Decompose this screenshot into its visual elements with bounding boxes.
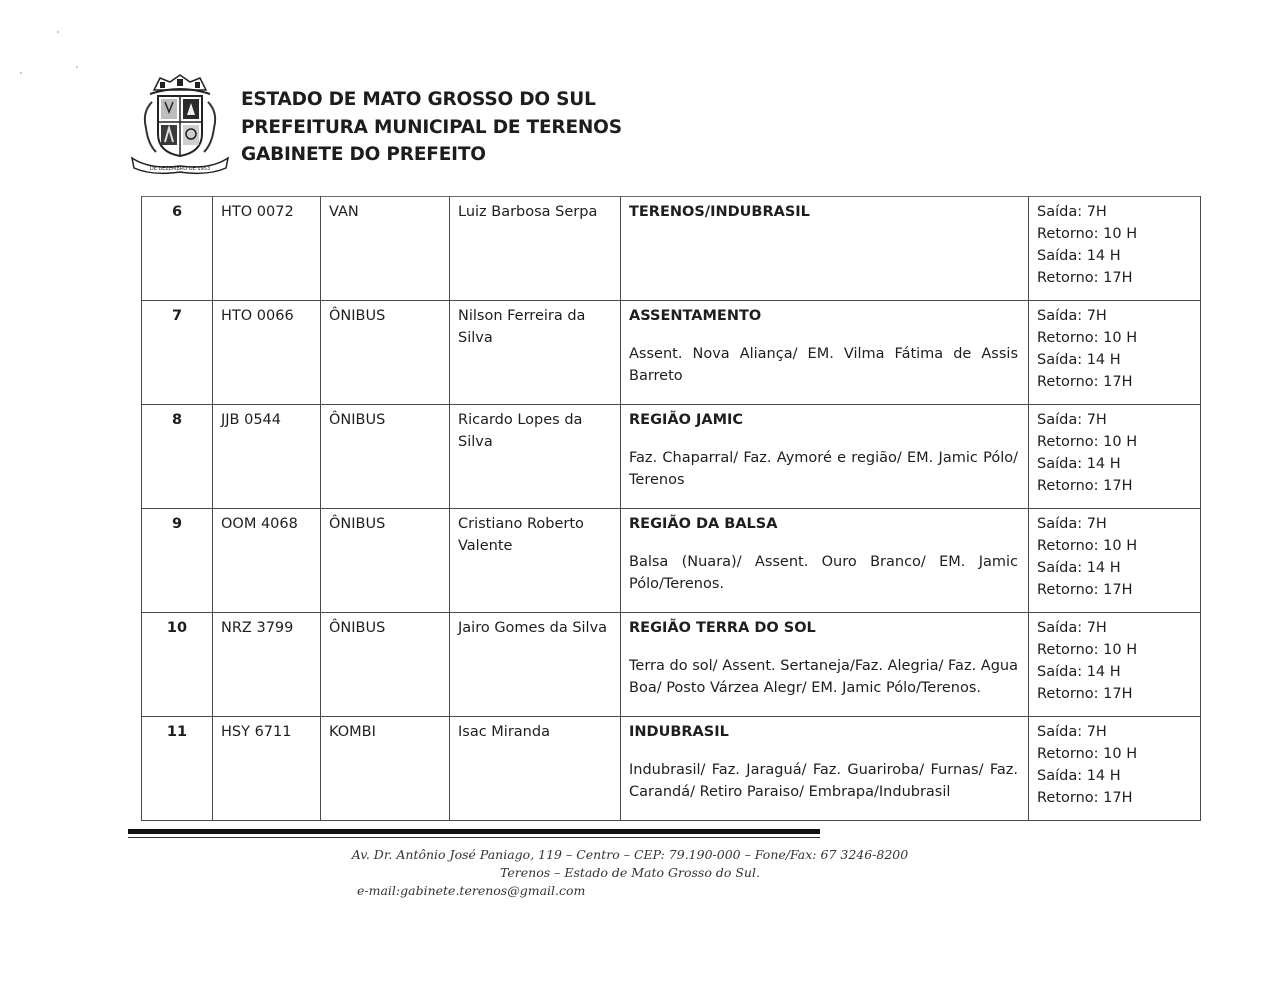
footer-address: Av. Dr. Antônio José Paniago, 119 – Centro – CEP: 79.190-000 – Fone/Fax: 67 3246-8200 xyxy=(351,847,909,862)
route-description: Balsa (Nuara)/ Assent. Ouro Branco/ EM. Jamic Pólo/Terenos. xyxy=(629,554,1018,592)
schedule-time: Retorno: 17H xyxy=(1037,790,1133,806)
schedule-cell xyxy=(1029,509,1201,613)
schedule-time: Retorno: 10 H xyxy=(1037,538,1138,554)
vehicle-plate: NRZ 3799 xyxy=(213,613,321,717)
route-cell xyxy=(621,197,1029,301)
route-cell xyxy=(621,717,1029,821)
route-title: REGIÃO DA BALSA xyxy=(629,516,778,532)
driver-name: Isac Miranda xyxy=(450,717,621,821)
schedule-time: Retorno: 17H xyxy=(1037,582,1133,598)
schedule-time: Saída: 14 H xyxy=(1037,248,1121,264)
schedule-time: Retorno: 17H xyxy=(1037,478,1133,494)
vehicle-type: KOMBI xyxy=(321,717,450,821)
schedule-time: Saída: 7H xyxy=(1037,412,1107,428)
schedule-time: Saída: 14 H xyxy=(1037,352,1121,368)
table-row xyxy=(142,301,1201,405)
route-number: 7 xyxy=(142,301,213,405)
table-row xyxy=(142,509,1201,613)
route-number: 9 xyxy=(142,509,213,613)
driver-name: Ricardo Lopes da Silva xyxy=(450,405,621,509)
schedule-time: Retorno: 10 H xyxy=(1037,226,1138,242)
municipality-name: PREFEITURA MUNICIPAL DE TERENOS xyxy=(241,116,622,138)
schedule-time: Retorno: 17H xyxy=(1037,270,1133,286)
footer-email[interactable]: e-mail:gabinete.terenos@gmail.com xyxy=(357,883,586,898)
vehicle-plate: HTO 0066 xyxy=(213,301,321,405)
state-name: ESTADO DE MATO GROSSO DO SUL xyxy=(241,89,596,110)
schedule-time: Retorno: 10 H xyxy=(1037,434,1138,450)
scan-speck xyxy=(20,72,22,74)
schedule-time: Saída: 14 H xyxy=(1037,456,1121,472)
vehicle-type: ÔNIBUS xyxy=(321,613,450,717)
schedule-time: Saída: 7H xyxy=(1037,308,1107,324)
schedule-cell xyxy=(1029,717,1201,821)
route-title: TERENOS/INDUBRASIL xyxy=(629,204,810,220)
vehicle-plate: JJB 0544 xyxy=(213,405,321,509)
schedule-time: Saída: 14 H xyxy=(1037,664,1121,680)
vehicle-plate: HTO 0072 xyxy=(213,197,321,301)
footer-city: Terenos – Estado de Mato Grosso do Sul. xyxy=(500,865,760,880)
route-number: 8 xyxy=(142,405,213,509)
table-row xyxy=(142,197,1201,301)
table-row xyxy=(142,717,1201,821)
footer xyxy=(300,846,960,900)
schedule-time: Saída: 14 H xyxy=(1037,560,1121,576)
svg-text:DE DEZEMBRO DE 1953: DE DEZEMBRO DE 1953 xyxy=(149,166,211,172)
schedule-cell xyxy=(1029,405,1201,509)
vehicle-plate: OOM 4068 xyxy=(213,509,321,613)
schedule-time: Saída: 7H xyxy=(1037,204,1107,220)
route-title: REGIÃO JAMIC xyxy=(629,412,744,428)
route-title: ASSENTAMENTO xyxy=(629,308,762,324)
route-number: 11 xyxy=(142,717,213,821)
route-description: Faz. Chaparral/ Faz. Aymoré e região/ EM. Jamic Pólo/ Terenos xyxy=(629,450,1018,488)
route-cell xyxy=(621,405,1029,509)
coat-of-arms-icon xyxy=(130,72,230,176)
table-row xyxy=(142,613,1201,717)
route-number: 10 xyxy=(142,613,213,717)
schedule-time: Retorno: 17H xyxy=(1037,374,1133,390)
schedule-cell xyxy=(1029,613,1201,717)
vehicle-type: ÔNIBUS xyxy=(321,405,450,509)
schedule-time: Retorno: 17H xyxy=(1037,686,1133,702)
schedule-time: Saída: 14 H xyxy=(1037,768,1121,784)
scan-speck xyxy=(57,31,59,33)
schedule-time: Saída: 7H xyxy=(1037,516,1107,532)
route-number: 6 xyxy=(142,197,213,301)
footer-rule-thin xyxy=(128,837,820,838)
vehicle-type: ÔNIBUS xyxy=(321,509,450,613)
document-header xyxy=(241,86,622,169)
route-description: Indubrasil/ Faz. Jaraguá/ Faz. Guariroba/ Furnas/ Faz. Carandá/ Retiro Paraiso/ Embrapa/Indubrasil xyxy=(629,762,1018,800)
schedule-cell xyxy=(1029,301,1201,405)
driver-name: Nilson Ferreira da Silva xyxy=(450,301,621,405)
route-cell xyxy=(621,301,1029,405)
driver-name: Luiz Barbosa Serpa xyxy=(450,197,621,301)
schedule-cell xyxy=(1029,197,1201,301)
office-name: GABINETE DO PREFEITO xyxy=(241,144,486,165)
route-title: INDUBRASIL xyxy=(629,724,729,740)
vehicle-type: ÔNIBUS xyxy=(321,301,450,405)
route-cell xyxy=(621,509,1029,613)
school-transport-routes-table xyxy=(141,196,1201,821)
route-description: Terra do sol/ Assent. Sertaneja/Faz. Alegria/ Faz. Agua Boa/ Posto Várzea Alegr/ EM. Jamic Pólo/Terenos. xyxy=(629,658,1018,696)
route-description: Assent. Nova Aliança/ EM. Vilma Fátima de Assis Barreto xyxy=(629,346,1018,384)
table-row xyxy=(142,405,1201,509)
schedule-time: Saída: 7H xyxy=(1037,724,1107,740)
schedule-time: Retorno: 10 H xyxy=(1037,642,1138,658)
route-title: REGIÃO TERRA DO SOL xyxy=(629,620,816,636)
route-cell xyxy=(621,613,1029,717)
driver-name: Cristiano Roberto Valente xyxy=(450,509,621,613)
vehicle-type: VAN xyxy=(321,197,450,301)
schedule-time: Retorno: 10 H xyxy=(1037,330,1138,346)
vehicle-plate: HSY 6711 xyxy=(213,717,321,821)
schedule-time: Saída: 7H xyxy=(1037,620,1107,636)
scan-speck xyxy=(76,66,78,68)
driver-name: Jairo Gomes da Silva xyxy=(450,613,621,717)
schedule-time: Retorno: 10 H xyxy=(1037,746,1138,762)
footer-rule xyxy=(128,829,820,834)
